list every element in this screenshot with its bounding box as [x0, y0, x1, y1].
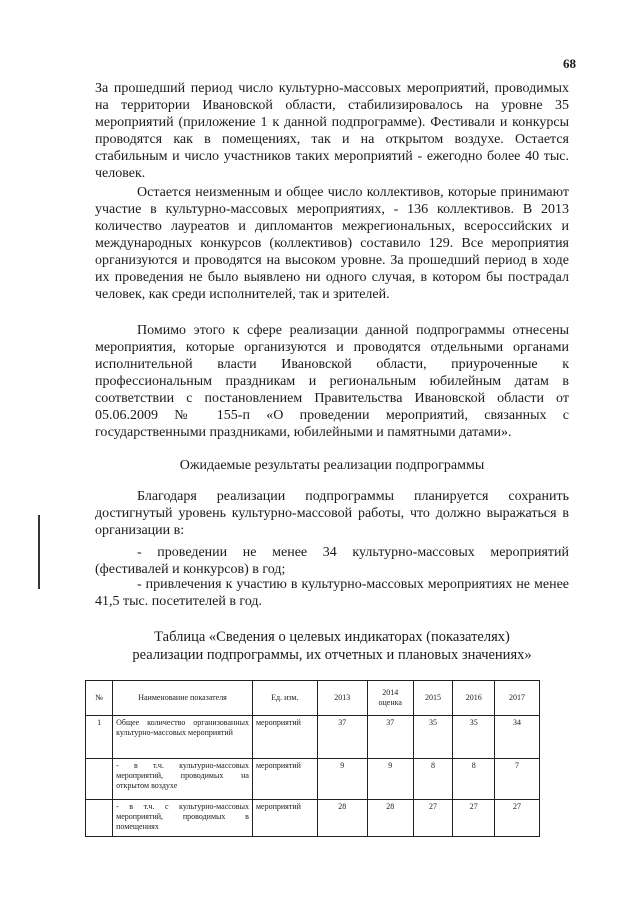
- table-row: [86, 800, 540, 837]
- header-2014-note: оценка: [378, 698, 402, 707]
- table-title-line-1: Таблица «Сведения о целевых индикаторах (показателях): [154, 629, 510, 645]
- cell-2015: 8: [413, 759, 453, 800]
- paragraph-expected-results: [95, 488, 569, 539]
- cell-2013: 9: [317, 759, 367, 800]
- table-title-line-2: реализации подпрограммы, их отчетных и плановых значениях»: [132, 647, 532, 663]
- paragraph-statistics: [95, 80, 569, 182]
- header-2016: 2016: [453, 681, 495, 716]
- cell-2016: 8: [453, 759, 495, 800]
- cell-2015: 27: [413, 800, 453, 837]
- header-2014: [367, 681, 413, 716]
- cell-2013: 37: [317, 716, 367, 759]
- cell-2014: 37: [367, 716, 413, 759]
- cell-name: - в т.ч. культурно-массовых мероприятий, проводимых на открытом воздухе: [113, 759, 253, 800]
- cell-2016: 27: [453, 800, 495, 837]
- paragraph-text: Благодаря реализации подпрограммы планируется сохранить достигнутый уровень культурно-массовой работы, что должно выражаться в организации в:: [95, 489, 569, 538]
- paragraph-text: Помимо этого к сфере реализации данной подпрограммы отнесены мероприятия, которые организуются и проводятся отдельными органами исполнительной власти Ивановской области, приуроченные к профессиональным праздникам и региональным юбилейным датам в соответствии с постановлением Правительства Ивановской области от 05.06.2009 № 155-п «О проведении мероприятий, связанных с государственными праздниками, юбилейными и памятными датами».: [95, 323, 569, 440]
- cell-2014: 28: [367, 800, 413, 837]
- header-2015: 2015: [413, 681, 453, 716]
- table-title: [95, 628, 569, 664]
- cell-2014: 9: [367, 759, 413, 800]
- header-name: Наименование показателя: [113, 681, 253, 716]
- indicators-table: [85, 680, 540, 837]
- list-item-visitors: [95, 576, 569, 610]
- section-heading: Ожидаемые результаты реализации подпрограммы: [179, 458, 485, 473]
- cell-unit: мероприятий: [252, 716, 317, 759]
- header-2014-year: 2014: [382, 688, 399, 697]
- cell-num: [86, 759, 113, 800]
- header-2017: 2017: [495, 681, 540, 716]
- list-item-events: [95, 544, 569, 578]
- cell-2013: 28: [317, 800, 367, 837]
- header-unit: Ед. изм.: [252, 681, 317, 716]
- cell-2016: 35: [453, 716, 495, 759]
- list-item-text: - привлечения к участию в культурно-массовых мероприятиях не менее 41,5 тыс. посетителей в год.: [95, 577, 569, 609]
- cell-num: [86, 800, 113, 837]
- paragraph-collectives: [95, 184, 569, 303]
- paragraph-additional-events: [95, 322, 569, 441]
- cell-2017: 7: [495, 759, 540, 800]
- cell-name: Общее количество организованных культурно-массовых мероприятий: [113, 716, 253, 759]
- cell-2017: 27: [495, 800, 540, 837]
- paragraph-text: Остается неизменным и общее число коллективов, которые принимают участие в культурно-массовых мероприятиях, - 136 коллективов. В 2013 количество лауреатов и дипломантов межрегиональных, всероссийских и международных конкурсов (коллективов) составило 129. Все мероприятия организуются и проводятся на высоком уровне. За прошедший период в ходе их проведения не было выявлено ни одного случая, в котором бы пострадал человек, как среди исполнителей, так и зрителей.: [95, 185, 569, 302]
- cell-2015: 35: [413, 716, 453, 759]
- cell-2017: 34: [495, 716, 540, 759]
- list-item-text: - проведении не менее 34 культурно-массовых мероприятий (фестивалей и конкурсов) в год;: [95, 545, 569, 577]
- cell-unit: мероприятий: [252, 800, 317, 837]
- table-row: [86, 759, 540, 800]
- cell-unit: мероприятий: [252, 759, 317, 800]
- table-row: [86, 716, 540, 759]
- header-2013: 2013: [317, 681, 367, 716]
- page-number: 68: [563, 56, 576, 71]
- paragraph-text: За прошедший период число культурно-массовых мероприятий, проводимых на территории Ивановской области, стабилизировалось на уровне 35 мероприятий (приложение 1 к данной подпрограмме). Фестивали и конкурсы проводятся как в помещениях, так и на открытом воздухе. Остается стабильным и число участников таких мероприятий - ежегодно более 40 тыс. человек.: [95, 81, 569, 181]
- cell-num: 1: [86, 716, 113, 759]
- table-header-row: [86, 681, 540, 716]
- margin-line: [38, 515, 40, 589]
- header-num: №: [86, 681, 113, 716]
- cell-name: - в т.ч. с культурно-массовых мероприятий, проводимых в помещениях: [113, 800, 253, 837]
